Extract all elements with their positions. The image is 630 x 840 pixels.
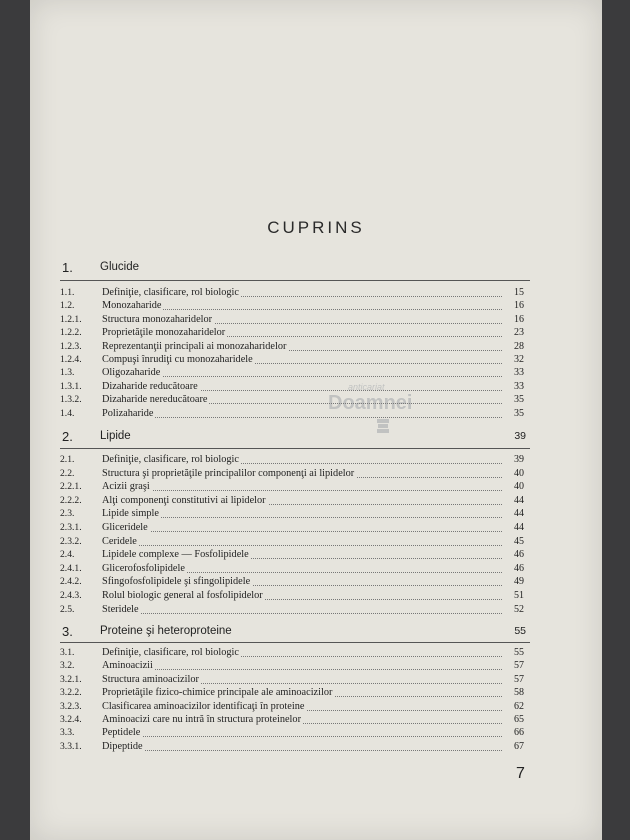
toc-entry [60,589,524,603]
toc-entry [60,659,524,673]
entry-title: Glicerofosfolipidele [102,562,185,574]
toc-entry [60,313,524,327]
entry-title: Proprietăţile fizico-chimice principale ale aminoacizilor [102,687,333,699]
section-heading-glucide [62,258,526,278]
leader-dots [102,531,502,532]
entry-number: 1.3.2. [60,394,82,406]
divider [60,448,530,449]
entry-page: 58 [514,687,524,699]
entry-page: 16 [514,313,524,325]
toc-entry [60,340,524,354]
watermark-subtext: anticariat [348,382,385,392]
entry-title: Structura şi proprietăţile principalilor componenţi ai lipidelor [102,467,355,479]
section-number: 1. [62,260,73,275]
toc-entry [60,507,524,521]
toc-entry [60,726,524,740]
entry-title: Steridele [102,603,139,615]
entry-number: 2.2. [60,467,75,479]
entry-page: 33 [514,367,524,379]
entry-page: 45 [514,535,524,547]
leader-dots [102,613,502,614]
entry-number: 3.2.4. [60,714,82,725]
section-number: 3. [62,624,73,639]
leader-dots [102,545,502,546]
leader-dots [102,490,502,491]
entry-title: Gliceridele [102,522,148,533]
section-number: 2. [62,429,73,444]
entry-number: 3.2.2. [60,687,82,699]
entry-title: Compuşi înrudiţi cu monozaharidele [102,354,253,365]
entry-title: Rolul biologic general al fosfolipidelor [102,590,263,601]
toc-entry [60,299,524,313]
entry-number: 2.4.3. [60,590,82,601]
entry-number: 3.3.1. [60,740,82,752]
entry-title: Peptidele [102,727,141,739]
entry-number: 2.4.1. [60,562,82,574]
entry-page: 15 [514,287,524,298]
entry-page: 62 [514,700,524,712]
entry-page: 46 [514,562,524,574]
entry-page: 55 [514,647,524,658]
toc-entry [60,353,524,367]
divider [60,280,530,281]
entry-number: 1.2.1. [60,313,82,325]
entry-title: Lipidele complexe — Fosfolipidele [102,549,249,561]
entry-page: 44 [514,508,524,520]
entry-page: 39 [514,454,524,465]
watermark-text: Doamnei [328,392,413,414]
entry-title: Definiţie, clasificare, rol biologic [102,647,239,658]
entry-page: 65 [514,714,524,725]
toc-entry [60,286,524,300]
entry-number: 1.2. [60,300,75,312]
entry-page: 23 [514,327,524,339]
entry-title: Definiţie, clasificare, rol biologic [102,454,239,465]
entry-title: Oligozaharide [102,367,161,379]
entry-number: 2.4.2. [60,576,82,588]
entry-title: Reprezentanţii principali ai monozaharidelor [102,340,287,352]
toc-entry [60,603,524,617]
toc-entry [60,380,524,394]
entry-number: 1.1. [60,287,75,298]
toc-entry [60,326,524,340]
entry-number: 3.1. [60,647,75,658]
leader-dots [102,417,502,418]
entry-page: 35 [514,407,524,419]
entry-number: 3.2.3. [60,700,82,712]
toc-entry [60,646,524,660]
section-title: Glucide [100,261,139,273]
section-title: Lipide [100,430,131,442]
entry-number: 2.3.2. [60,535,82,547]
entry-title: Acizii graşi [102,481,150,493]
entry-page: 52 [514,603,524,615]
entry-number: 2.3. [60,508,75,520]
entry-page: 51 [514,590,524,601]
entry-number: 3.2.1. [60,673,82,685]
entry-title: Ceridele [102,535,137,547]
entry-number: 2.2.2. [60,494,82,506]
entry-page: 46 [514,549,524,561]
toc-entry [60,366,524,380]
section-page: 55 [514,625,526,637]
entry-number: 3.2. [60,660,75,672]
divider [60,642,530,643]
entry-title: Alţi componenţi constitutivi ai lipidelor [102,494,266,506]
entry-page: 67 [514,740,524,752]
toc-entry [60,453,524,467]
entry-number: 2.1. [60,454,75,465]
leader-dots [102,517,502,518]
toc-entry [60,700,524,714]
entry-number: 2.4. [60,549,75,561]
entry-page: 57 [514,673,524,685]
entry-title: Structura aminoacizilor [102,673,199,685]
toc-entry [60,562,524,576]
entry-number: 1.2.2. [60,327,82,339]
leader-dots [102,736,502,737]
entry-number: 1.3.1. [60,380,82,392]
toc-entry [60,494,524,508]
entry-number: 2.5. [60,603,75,615]
toc-entry [60,673,524,687]
entry-page: 33 [514,380,524,392]
entry-number: 1.3. [60,367,75,379]
toc-entry [60,686,524,700]
entry-title: Aminoacizi care nu intră în structura proteinelor [102,714,301,725]
entry-page: 32 [514,354,524,365]
book-page [30,0,602,840]
leader-dots [102,669,502,670]
entry-title: Lipide simple [102,508,159,520]
entry-page: 44 [514,522,524,533]
section-page: 39 [514,430,526,442]
toc-entry [60,393,524,407]
entry-title: Clasificarea aminoacizilor identificaţi în proteine [102,700,305,712]
section-heading-proteine [62,622,526,642]
toc-entry [60,535,524,549]
entry-title: Polizaharide [102,407,154,419]
entry-page: 40 [514,481,524,493]
toc-entry [60,467,524,481]
toc-entry [60,407,524,421]
entry-number: 2.3.1. [60,522,82,533]
toc-entry [60,575,524,589]
toc-entry [60,521,524,535]
entry-page: 66 [514,727,524,739]
entry-number: 1.2.4. [60,354,82,365]
entry-title: Proprietăţile monozaharidelor [102,327,226,339]
entry-title: Structura monozaharidelor [102,313,213,325]
section-heading-lipide [62,427,526,447]
entry-title: Dipeptide [102,740,143,752]
entry-number: 1.2.3. [60,340,82,352]
entry-title: Dizaharide nereducătoare [102,394,208,406]
entry-title: Definiţie, clasificare, rol biologic [102,287,239,298]
toc-entry [60,713,524,727]
entry-number: 2.2.1. [60,481,82,493]
entry-title: Sfingofosfolipidele şi sfingolipidele [102,576,251,588]
page-number: 7 [516,765,525,782]
entry-page: 49 [514,576,524,588]
entry-number: 1.4. [60,407,75,419]
entry-page: 40 [514,467,524,479]
entry-number: 3.3. [60,727,75,739]
entry-page: 28 [514,340,524,352]
section-title: Proteine şi heteroproteine [100,625,232,637]
entry-title: Aminoacizii [102,660,153,672]
entry-title: Monozaharide [102,300,162,312]
entry-page: 44 [514,494,524,506]
entry-page: 35 [514,394,524,406]
entry-page: 16 [514,300,524,312]
page-title: CUPRINS [267,218,365,237]
toc-entry [60,740,524,754]
entry-title: Dizaharide reducătoare [102,380,198,392]
toc-entry [60,480,524,494]
leader-dots [102,750,502,751]
entry-page: 57 [514,660,524,672]
toc-entry [60,548,524,562]
